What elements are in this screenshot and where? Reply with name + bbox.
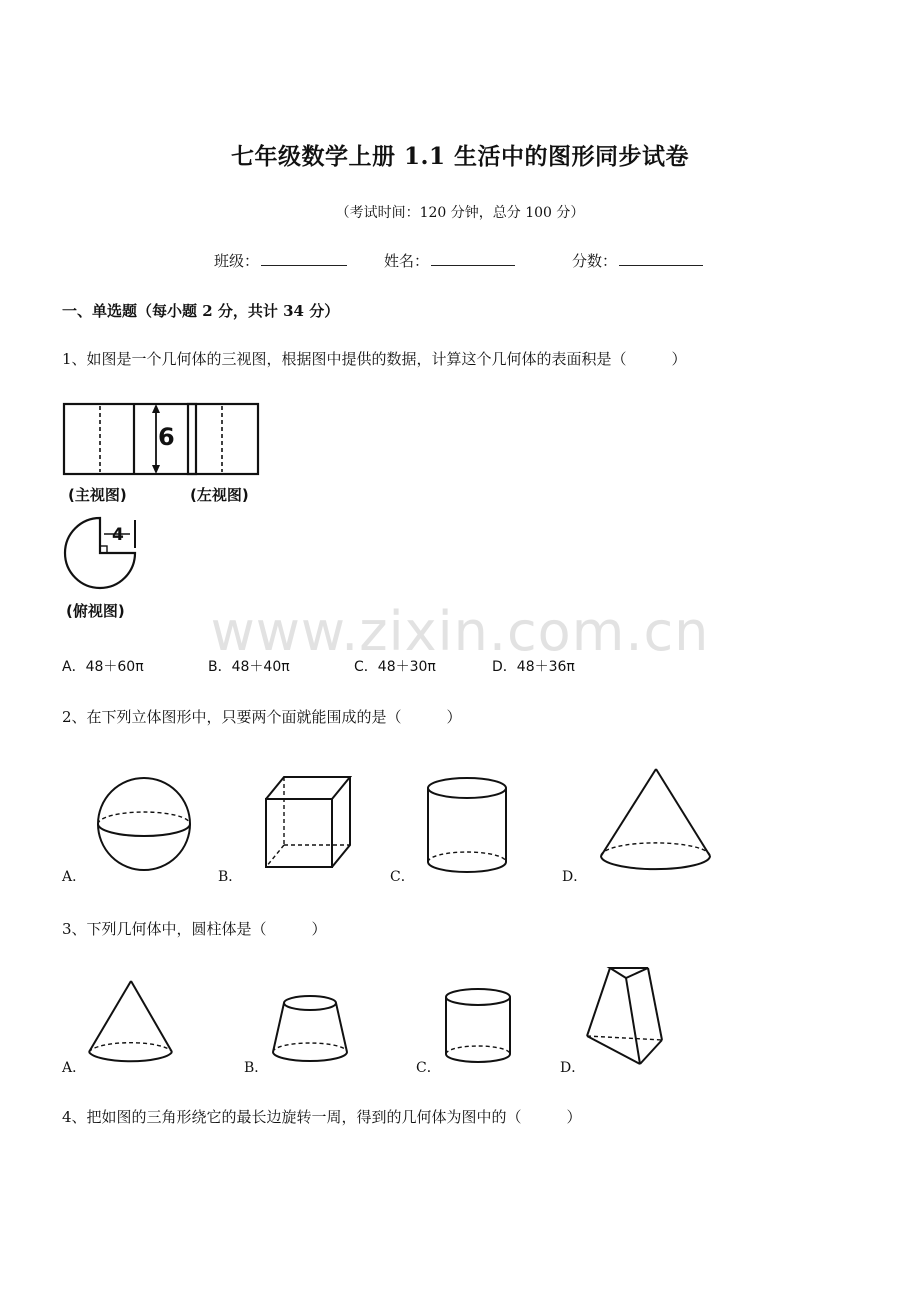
top-view xyxy=(65,518,135,588)
height-dimension xyxy=(152,404,175,474)
q2-option-d[interactable]: D． xyxy=(562,869,588,885)
score-blank[interactable] xyxy=(619,251,703,266)
q2-option-b[interactable]: B． xyxy=(218,869,243,885)
q3-option-a[interactable]: A． xyxy=(62,1060,87,1076)
q3-frustum-shape xyxy=(270,994,350,1070)
front-view-label: (主视图) xyxy=(68,486,127,504)
q2-sphere-shape xyxy=(96,778,196,872)
q2-cube-shape xyxy=(262,775,354,871)
q3-cylinder-shape xyxy=(444,988,514,1070)
score-field xyxy=(572,250,703,271)
side-view xyxy=(188,404,258,474)
class-label: 班级： xyxy=(214,252,260,270)
q2-cylinder-shape xyxy=(426,776,510,876)
exam-subtitle: （考试时间：120 分钟，总分 100 分） xyxy=(335,205,585,221)
page-title: 七年级数学上册 1.1 生活中的图形同步试卷 xyxy=(230,143,690,170)
class-blank[interactable] xyxy=(261,251,347,266)
score-label: 分数： xyxy=(572,252,618,270)
radius-value: 4 xyxy=(112,525,124,545)
name-blank[interactable] xyxy=(431,251,515,266)
question-1-text: 1、如图是一个几何体的三视图，根据图中提供的数据，计算这个几何体的表面积是（ ） xyxy=(62,350,687,368)
section-heading: 一、单选题（每小题 2 分，共计 34 分） xyxy=(62,302,340,320)
question-2-text: 2、在下列立体图形中，只要两个面就能围成的是（ ） xyxy=(62,708,462,726)
top-view-label: (俯视图) xyxy=(66,602,125,620)
q3-option-d[interactable]: D． xyxy=(560,1060,586,1076)
height-value: 6 xyxy=(158,423,175,451)
q1-option-c[interactable]: C．48＋30π xyxy=(354,659,436,675)
front-view xyxy=(64,404,196,474)
q1-option-d[interactable]: D．48＋36π xyxy=(492,659,575,675)
q3-triangular-frustum-shape xyxy=(584,964,668,1068)
q2-option-a[interactable]: A． xyxy=(62,869,87,885)
q2-cone-shape xyxy=(598,766,714,878)
question-3-text: 3、下列几何体中，圆柱体是（ ） xyxy=(62,920,327,938)
q3-option-b[interactable]: B． xyxy=(244,1060,269,1076)
side-view-label: (左视图) xyxy=(190,486,249,504)
question-4-text: 4、把如图的三角形绕它的最长边旋转一周，得到的几何体为图中的（ ） xyxy=(62,1108,582,1126)
class-field xyxy=(214,250,347,271)
q1-option-a[interactable]: A．48＋60π xyxy=(62,659,144,675)
q3-cone-shape xyxy=(86,978,176,1070)
q1-option-b[interactable]: B．48＋40π xyxy=(208,659,290,675)
name-label: 姓名： xyxy=(384,252,430,270)
q3-option-c[interactable]: C． xyxy=(416,1060,441,1076)
q2-option-c[interactable]: C． xyxy=(390,869,415,885)
name-field xyxy=(384,250,515,271)
watermark: www.zixin.com.cn xyxy=(210,600,710,663)
q1-three-view-figure xyxy=(60,398,275,628)
